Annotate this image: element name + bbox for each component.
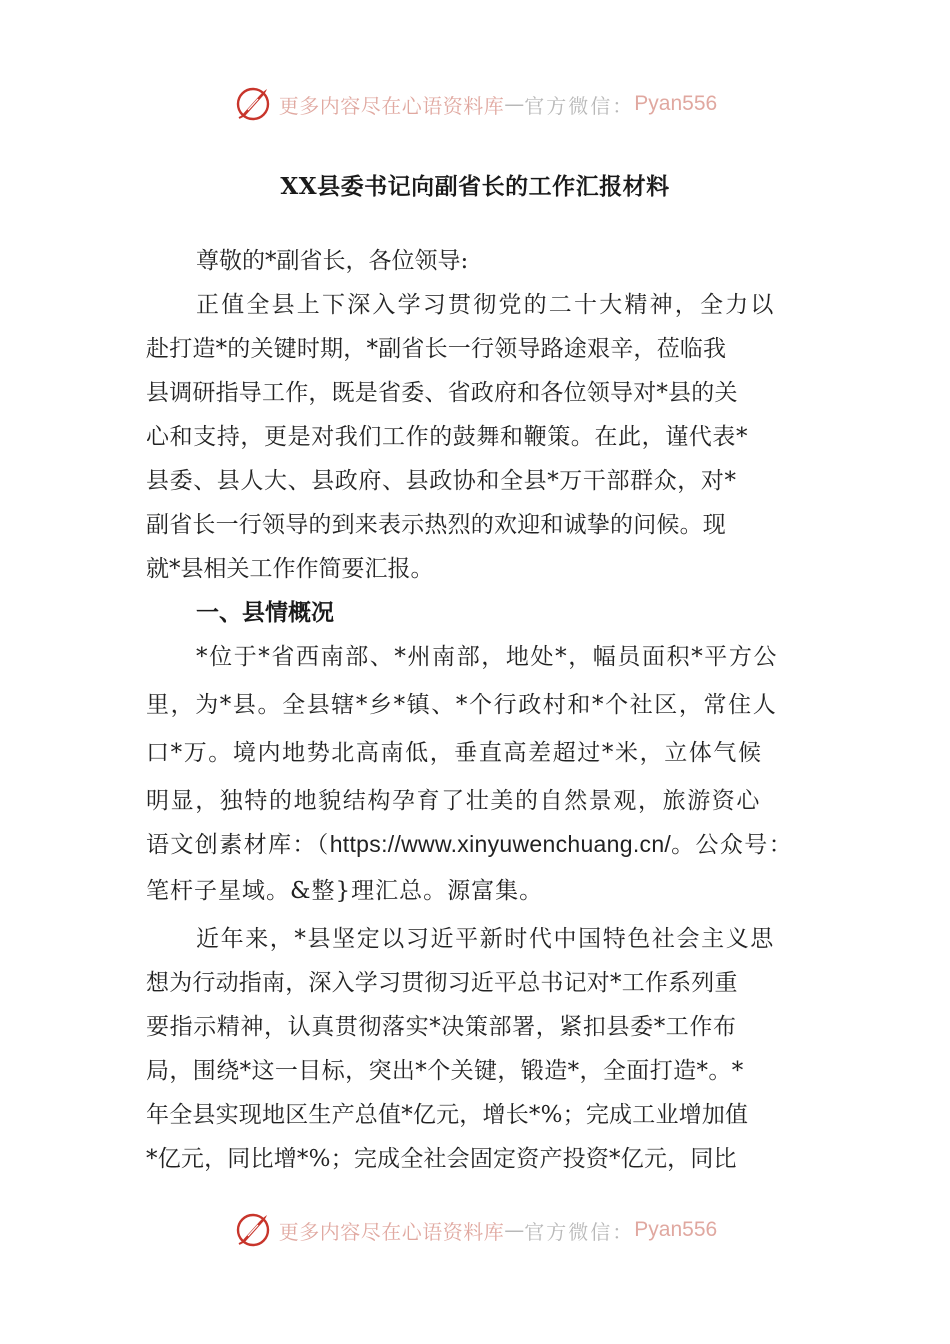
recent-line: 年全县实现地区生产总值*亿元，增长*%；完成工业增加值 [146,1102,749,1128]
watermark-separator: — [504,1218,525,1242]
overview-line: 里，为*县。全县辖*乡*镇、*个行政村和*个社区，常住人 [146,692,778,718]
intro-line: 赴打造*的关键时期，*副省长一行领导路途艰辛，莅临我 [146,336,727,362]
watermark-separator: — [504,92,525,116]
quill-pen-logo-icon [233,1210,273,1250]
intro-line: 心和支持，更是对我们工作的鼓舞和鞭策。在此，谨代表* [146,424,749,450]
header-watermark [0,80,950,128]
intro-line: 县委、县人大、县政府、县政协和全县*万干部群众，对* [146,468,737,494]
overview-url-line [146,826,806,859]
footer-watermark [0,1206,950,1254]
watermark-text: 更多内容尽在心语资料库 [278,93,505,118]
document-title: XX县委书记向副省长的工作汇报材料 [280,173,670,200]
recent-line: 近年来，*县坚定以习近平新时代中国特色社会主义思 [196,926,775,952]
intro-line: 正值全县上下深入学习贯彻党的二十大精神，全力以 [196,292,776,318]
intro-line: 副省长一行领导的到来表示热烈的欢迎和诚挚的问候。现 [146,512,726,538]
quill-pen-logo-icon [233,84,273,124]
watermark-wechat-label: 官方微信： [524,93,635,118]
overview-line: 口*万。境内地势北高南低，垂直高差超过*米，立体气候 [146,740,763,766]
overview-line: *位于*省西南部、*州南部，地处*，幅员面积*平方公 [196,644,779,670]
recent-line: 局，围绕*这一目标，突出*个关键，锻造*，全面打造*。* [146,1058,744,1084]
section-heading: 一、县情概况 [196,599,334,626]
overview-line: 笔杆子星域。&整}理汇总。源富集。 [146,878,544,904]
watermark-account: Pyan556 [634,92,718,115]
recent-line: *亿元，同比增*%；完成全社会固定资产投资*亿元，同比 [146,1146,737,1172]
recent-line: 想为行动指南，深入学习贯彻习近平总书记对*工作系列重 [146,970,738,996]
watermark-wechat-label: 官方微信： [524,1219,635,1244]
source-link[interactable]: https://www.xinyuwenchuang.cn/ [329,831,672,857]
overview-line: 明显，独特的地貌结构孕育了壮美的自然景观，旅游资心 [146,788,761,814]
watermark-account: Pyan556 [634,1218,718,1241]
watermark-text: 更多内容尽在心语资料库 [278,1219,505,1244]
recent-line: 要指示精神，认真贯彻落实*决策部署，紧扣县委*工作布 [146,1014,737,1040]
overview-url-prefix: 语文创素材库：（ [146,832,330,858]
greeting: 尊敬的*副省长，各位领导: [196,248,469,274]
overview-url-suffix: 。公众号： [671,832,794,858]
intro-line: 就*县相关工作作简要汇报。 [146,556,434,582]
intro-line: 县调研指导工作，既是省委、省政府和各位领导对*县的关 [146,380,738,406]
